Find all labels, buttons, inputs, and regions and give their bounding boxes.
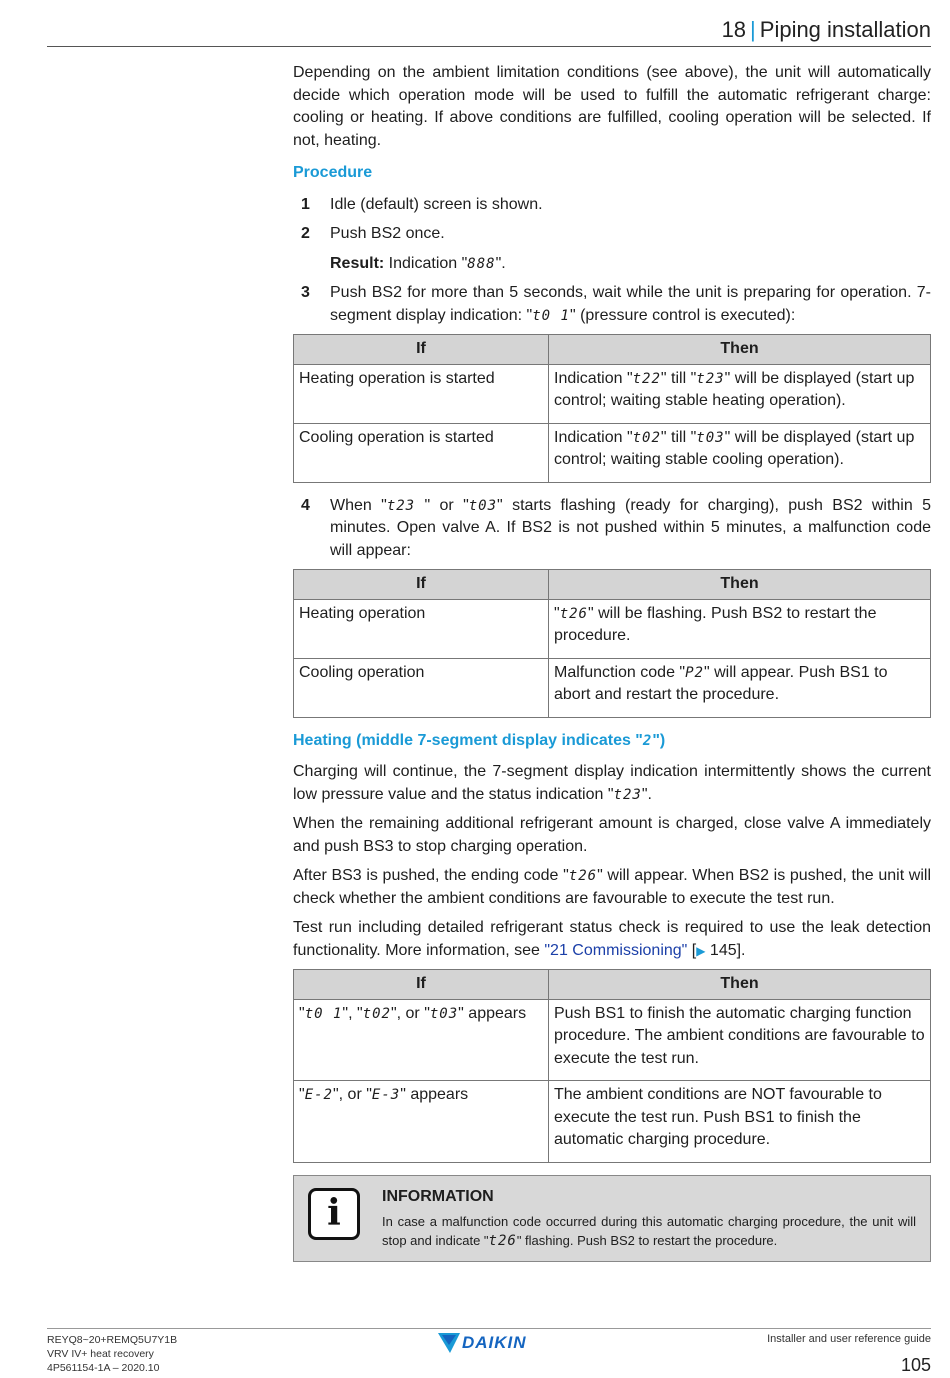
start-operation-table [293,334,931,483]
cell-text: " [299,1086,305,1103]
segment-code: 888 [467,255,496,272]
information-body [382,1212,916,1251]
segment-code: E-3 [371,1087,401,1103]
step-3 [293,282,931,327]
paragraph-text: Test run including detailed refrigerant status check is required to use the leak detection functionality. More information, see [293,919,931,959]
step-text [330,282,931,327]
table-row [294,423,931,482]
segment-code: t0 1 [304,1005,343,1022]
cell-if [294,999,549,1081]
information-title: INFORMATION [382,1187,494,1205]
cell-text: Indication " [554,369,633,387]
cell-then: Push BS1 to finish the automatic charging function procedure. The ambient conditions are favourable to execute the test run. [549,999,931,1081]
step-text-part: When " [330,496,387,514]
segment-code: t23 [696,370,725,387]
segment-code: 2 [642,732,653,749]
footer-rule [47,1328,931,1329]
segment-code: t02 [632,429,661,446]
header-separator: | [750,17,756,42]
paragraph-charging [293,761,931,806]
col-then: Then [549,335,931,365]
col-if: If [294,970,549,1000]
cell-if: Cooling operation [294,658,549,717]
segment-code: t02 [362,1005,391,1022]
table-header-row [294,970,931,1000]
segment-code: t26 [559,605,588,622]
segment-code: t03 [696,429,725,446]
footer-document-info [47,1333,177,1375]
footer-model: REYQ8~20+REMQ5U7Y1B [47,1334,178,1346]
cell-then [549,599,931,658]
cell-then [549,364,931,423]
commissioning-link[interactable]: "21 Commissioning" [544,941,688,959]
cell-text: " till " [660,428,697,446]
step-text: Idle (default) screen is shown. [330,195,543,213]
step-text [330,495,931,563]
paragraph-text: ". [641,785,652,803]
main-content [293,62,931,1262]
cell-text: ", " [342,1004,363,1022]
cell-text: " will appear. Push BS1 to abort and restart the procedure. [554,663,888,703]
cell-then: The ambient conditions are NOT favourable to execute the test run. Push BS1 to finish the automatic charging procedure. [549,1081,931,1163]
cell-if: Heating operation [294,599,549,658]
segment-code: t26 [488,1233,517,1249]
cell-text: Indication " [554,428,633,446]
chapter-title: Piping installation [759,17,931,42]
step-number: 1 [301,195,310,213]
step-number: 2 [301,225,310,242]
cell-text: ", or " [332,1086,372,1103]
segment-code: t03 [429,1005,459,1022]
result-label: Result: [330,254,385,272]
procedure-heading: Procedure [293,164,373,181]
segment-code: t03 [468,497,498,514]
paragraph-close-valve: When the remaining additional refrigerant amount is charged, close valve A immediately and push BS3 to stop charging operation. [293,815,931,855]
col-if: If [294,335,549,365]
table-row [294,599,931,658]
heading-text: Heating (middle 7-segment display indicates " [293,731,643,749]
cell-text: " appears [400,1086,469,1103]
step-2 [293,223,931,246]
paragraph-text: [ [687,941,697,959]
paragraph-text: " will appear. When BS2 is pushed, the unit will check whether the ambient conditions are favourable to execute the test run. [293,867,932,907]
step-2-result [330,253,931,276]
test-run-table [293,969,931,1163]
heating-heading [293,730,931,753]
paragraph-bs3 [293,865,931,910]
paragraph-text: Charging will continue, the 7-segment display indication intermittently shows the current low pressure value and the status indication " [293,763,931,803]
page-arrow-icon: ▶ [696,943,706,958]
col-then: Then [549,970,931,1000]
brand-name: DAIKIN [462,1333,527,1352]
step-text-part: Push BS2 for more than 5 seconds, wait while the unit is preparing for operation. 7-segment display indication: " [330,284,931,324]
info-icon: i [308,1188,360,1240]
information-box [293,1175,931,1263]
cell-text: Malfunction code " [554,663,686,681]
cell-text: " [554,604,560,622]
cell-then [549,658,931,717]
footer-guide-info [767,1333,931,1376]
cell-then [549,423,931,482]
step-1 [293,194,931,217]
segment-code: t23 [386,497,416,514]
segment-code: t22 [632,370,661,387]
table-row [294,999,931,1081]
col-then: Then [549,570,931,600]
cell-text: " [299,1004,305,1022]
table-header-row [294,335,931,365]
paragraph-text: ]. [736,941,746,959]
segment-code: t0 1 [532,307,570,324]
table-row [294,658,931,717]
paragraph-test-run [293,917,931,962]
footer-doc-number: 4P561154-1A – 2020.10 [47,1362,160,1374]
page-reference[interactable]: 145 [705,941,737,959]
cell-text: " till " [660,369,697,387]
step-text-part: " starts flashing (ready for charging), push BS2 within 5 minutes. Open valve A. If BS2 is not pushed within 5 minutes, a malfunction code will appear: [330,496,932,559]
segment-code: E-2 [304,1087,333,1103]
header-rule [47,46,931,47]
footer-guide-title: Installer and user reference guide [767,1333,931,1345]
chapter-number: 18 [721,17,747,42]
step-text: Push BS2 once. [330,225,445,242]
step-4 [293,495,931,563]
information-content [382,1186,916,1252]
info-text: In case a malfunction code occurred during this automatic charging procedure, the unit will stop and indicate " [382,1214,916,1248]
cell-text: " will be flashing. Push BS2 to restart the procedure. [554,604,877,644]
table-row [294,1081,931,1163]
cell-text: " will be displayed (start up control; waiting stable heating operation). [554,369,915,409]
cell-text: " appears [458,1004,527,1022]
segment-code: P2 [685,664,704,681]
footer-series: VRV IV+ heat recovery [47,1348,154,1360]
step-text-part: " (pressure control is executed): [569,306,796,324]
step-text-part: " or " [415,496,469,514]
daikin-logo-icon [438,1333,460,1353]
info-text: " flashing. Push BS2 to restart the procedure. [516,1233,778,1248]
table-header-row [294,570,931,600]
cell-if: Heating operation is started [294,364,549,423]
table-row [294,364,931,423]
result-text: Indication " [384,254,468,272]
paragraph-text: After BS3 is pushed, the ending code " [293,867,569,884]
col-if: If [294,570,549,600]
segment-code: t26 [568,868,598,884]
intro-paragraph: Depending on the ambient limitation conditions (see above), the unit will automatically decide which operation mode will be used to fulfill the automatic refrigerant charge: cooling or heating. If above conditions are fulfilled, cooling operation will be selected. If not, heating. [293,64,931,149]
daikin-logo [438,1333,527,1353]
cell-if [294,1081,549,1163]
cell-text: ", or " [390,1004,430,1022]
cell-text: " will be displayed (start up control; waiting stable cooling operation). [554,428,915,468]
cell-if: Cooling operation is started [294,423,549,482]
result-text: ". [495,254,506,272]
charging-start-table [293,569,931,718]
segment-code: t23 [613,786,642,803]
heading-text: ") [652,731,666,749]
step-number: 4 [301,496,310,514]
step-number: 3 [301,284,310,301]
page-header [722,17,931,43]
page-number: 105 [900,1355,931,1375]
